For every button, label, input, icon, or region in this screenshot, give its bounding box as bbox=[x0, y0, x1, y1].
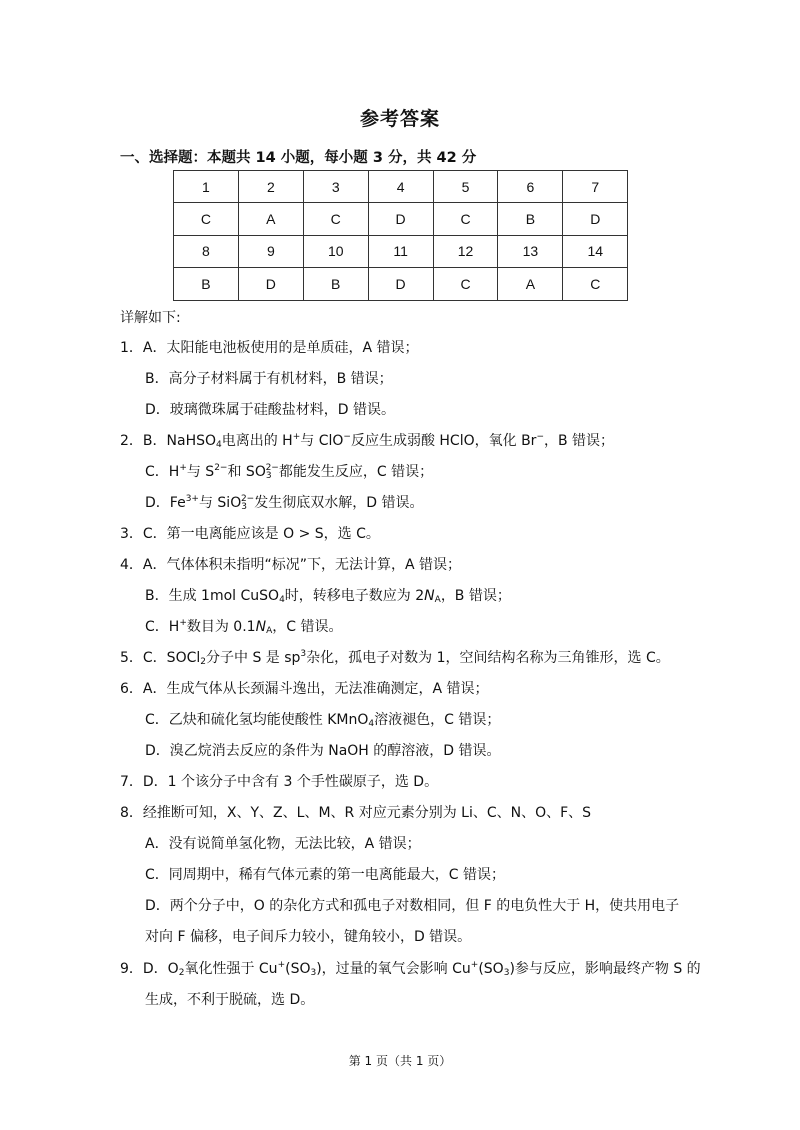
text: (SO bbox=[285, 961, 311, 977]
question-number-cell: 7 bbox=[563, 171, 628, 203]
answer-table-row bbox=[174, 203, 628, 235]
explain-q7: 7．D．1 个该分子中含有 3 个手性碳原子，选 D。 bbox=[120, 774, 439, 790]
question-number-cell: 11 bbox=[368, 235, 433, 267]
explain-label: 详解如下: bbox=[120, 310, 181, 326]
text: C．乙炔和硫化氢均能使酸性 KMnO bbox=[145, 712, 369, 728]
answer-table bbox=[173, 170, 628, 301]
superscript: + bbox=[277, 960, 286, 970]
subscript: 2 bbox=[200, 657, 206, 667]
text: )，过量的氧气会影响 Cu bbox=[316, 961, 471, 977]
explain-q8-c: C．同周期中，稀有气体元素的第一电离能最大，C 错误； bbox=[145, 867, 505, 883]
explain-q2-c bbox=[145, 462, 433, 482]
question-number-cell: 3 bbox=[303, 171, 368, 203]
section-heading-choice: 一、选择题：本题共 14 小题，每小题 3 分，共 42 分 bbox=[120, 150, 477, 166]
explain-q9-line1 bbox=[120, 959, 701, 979]
page-title: 参考答案 bbox=[359, 108, 440, 130]
explain-q1-b: B．高分子材料属于有机材料，B 错误； bbox=[145, 371, 393, 387]
page-footer: 第 1 页（共 1 页） bbox=[348, 1054, 452, 1068]
subscript: 3 bbox=[265, 471, 272, 481]
superscript: 2− bbox=[214, 463, 228, 473]
text: C．H bbox=[145, 619, 180, 635]
superscript: − bbox=[536, 432, 544, 442]
explain-q8-d-line2: 对向 F 偏移，电子间斥力较小，键角较小，D 错误。 bbox=[145, 929, 472, 945]
text: 分子中 S 是 sp bbox=[206, 650, 301, 666]
answer-letter-cell: C bbox=[433, 268, 498, 300]
superscript: + bbox=[179, 618, 187, 628]
text: 5．C．SOCl bbox=[120, 650, 201, 666]
superscript: − bbox=[343, 432, 351, 442]
explain-q5 bbox=[120, 648, 670, 668]
text: )参与反应，影响最终产物 S 的 bbox=[509, 961, 701, 977]
explain-q4-b bbox=[145, 586, 511, 606]
text: 与 S bbox=[186, 464, 215, 480]
text: (SO bbox=[478, 961, 504, 977]
text: C．H bbox=[145, 464, 180, 480]
text: 与 SiO bbox=[198, 495, 242, 511]
answer-letter-cell: B bbox=[174, 268, 239, 300]
answer-letter-cell: B bbox=[498, 203, 563, 235]
text: 反应生成弱酸 HClO，氧化 Br bbox=[350, 433, 537, 449]
explain-q4-c bbox=[145, 617, 342, 637]
explain-q1-a: 1．A．太阳能电池板使用的是单质硅，A 错误； bbox=[120, 340, 419, 356]
superscript: 3 bbox=[300, 649, 307, 659]
answer-letter-cell: D bbox=[238, 268, 303, 300]
explain-q9-line2: 生成，不利于脱硫，选 D。 bbox=[145, 992, 315, 1008]
question-number-cell: 10 bbox=[303, 235, 368, 267]
answer-table-row bbox=[174, 268, 628, 300]
explain-q8-a: A．没有说简单氢化物，无法比较，A 错误； bbox=[145, 836, 421, 852]
explain-q6-d: D．溴乙烷消去反应的条件为 NaOH 的醇溶液，D 错误。 bbox=[145, 743, 501, 759]
superscript: + bbox=[179, 463, 187, 473]
explain-q2-b bbox=[120, 431, 614, 451]
text: 数目为 0.1 bbox=[186, 619, 256, 635]
text: 电离出的 H bbox=[221, 433, 293, 449]
subscript: 3 bbox=[503, 968, 510, 978]
explain-q6-c bbox=[145, 710, 500, 730]
answer-letter-cell: C bbox=[433, 203, 498, 235]
explain-q4-a: 4．A．气体体积未指明“标况”下，无法计算，A 错误； bbox=[120, 557, 462, 573]
subscript: 3 bbox=[310, 968, 317, 978]
question-number-cell: 14 bbox=[563, 235, 628, 267]
explain-q2-d bbox=[145, 493, 423, 513]
answer-letter-cell: D bbox=[368, 268, 433, 300]
subscript: 4 bbox=[216, 440, 222, 450]
answer-letter-cell: A bbox=[238, 203, 303, 235]
text: ，C 错误。 bbox=[272, 619, 343, 635]
text: ，B 错误； bbox=[440, 588, 511, 604]
superscript: + bbox=[470, 960, 479, 970]
subscript: 4 bbox=[279, 595, 285, 605]
text: B．生成 1mol CuSO bbox=[145, 588, 280, 604]
answer-letter-cell: A bbox=[498, 268, 563, 300]
subscript: 4 bbox=[368, 719, 375, 729]
text: 2．B．NaHSO bbox=[120, 433, 216, 449]
explain-q6-a: 6．A．生成气体从长颈漏斗逸出，无法准确测定，A 错误； bbox=[120, 681, 489, 697]
text: ，B 错误； bbox=[543, 433, 615, 449]
answer-letter-cell: D bbox=[563, 203, 628, 235]
question-number-cell: 6 bbox=[498, 171, 563, 203]
text: 溶液褪色，C 错误； bbox=[374, 712, 501, 728]
text: 发生彻底双水解，D 错误。 bbox=[254, 495, 424, 511]
question-number-cell: 13 bbox=[498, 235, 563, 267]
superscript: 2− bbox=[240, 494, 255, 504]
explain-q8: 8．经推断可知，X、Y、Z、L、M、R 对应元素分别为 Li、C、N、O、F、S bbox=[120, 805, 592, 821]
text: 与 ClO bbox=[300, 433, 344, 449]
answer-table-row bbox=[174, 235, 628, 267]
explain-q1-d bbox=[145, 400, 395, 420]
text: D．Fe bbox=[145, 495, 186, 511]
answer-table-row bbox=[174, 171, 628, 203]
question-number-cell: 5 bbox=[433, 171, 498, 203]
explain-q8-d-line1: D．两个分子中，O 的杂化方式和孤电子对数相同，但 F 的电负性大于 H，使共用电子 bbox=[145, 898, 680, 914]
answer-letter-cell: C bbox=[303, 203, 368, 235]
text: 时，转移电子数应为 2 bbox=[284, 588, 425, 604]
question-number-cell: 4 bbox=[368, 171, 433, 203]
question-number-cell: 2 bbox=[238, 171, 303, 203]
text: 都能发生反应，C 错误； bbox=[278, 464, 434, 480]
text: 杂化，孤电子对数为 1，空间结构名称为三角锥形，选 C。 bbox=[306, 650, 670, 666]
explain-q3: 3．C．第一电离能应该是 O > S，选 C。 bbox=[120, 526, 380, 542]
superscript: 3+ bbox=[185, 494, 199, 504]
text: 9．D．O bbox=[120, 961, 179, 977]
explain-q1-d-text: D．玻璃微珠属于硅酸盐材料，D 错误。 bbox=[145, 402, 396, 418]
text: 氧化性强于 Cu bbox=[184, 961, 278, 977]
answer-letter-cell: C bbox=[563, 268, 628, 300]
question-number-cell: 8 bbox=[174, 235, 239, 267]
question-number-cell: 9 bbox=[238, 235, 303, 267]
answer-letter-cell: C bbox=[174, 203, 239, 235]
subscript: 2 bbox=[178, 968, 185, 978]
superscript: 2− bbox=[265, 463, 279, 473]
answer-letter-cell: D bbox=[368, 203, 433, 235]
question-number-cell: 1 bbox=[174, 171, 239, 203]
superscript: + bbox=[292, 432, 301, 442]
text: 和 SO bbox=[227, 464, 266, 480]
subscript: 3 bbox=[241, 502, 247, 512]
answer-letter-cell: B bbox=[303, 268, 368, 300]
italic-symbol: N bbox=[255, 619, 267, 635]
question-number-cell: 12 bbox=[433, 235, 498, 267]
italic-symbol: N bbox=[424, 588, 435, 604]
subscript: A bbox=[266, 626, 273, 636]
subscript: A bbox=[434, 595, 441, 605]
